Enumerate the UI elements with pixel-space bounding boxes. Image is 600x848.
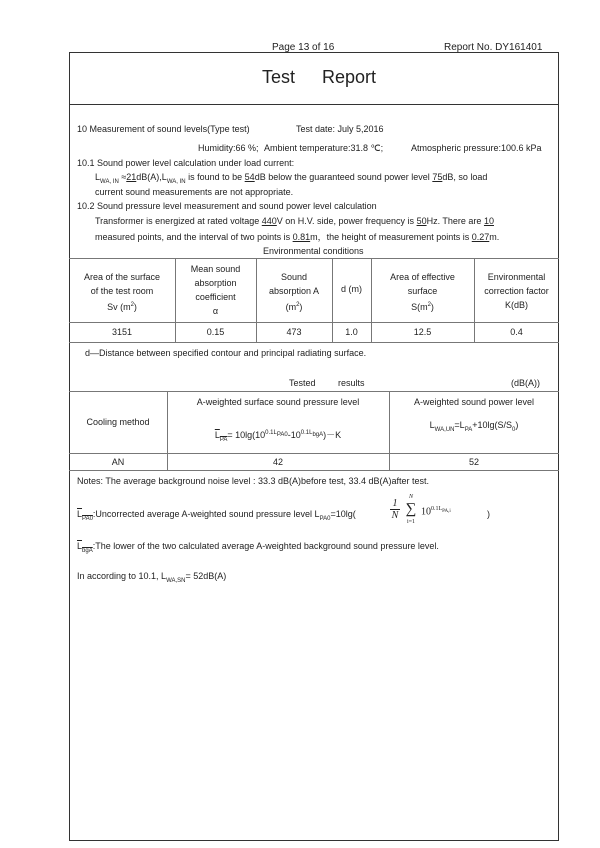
note-according-10-1: In according to 10.1, $L_{WA,SN}= 52dB(A)$ (77, 571, 227, 584)
pressure-formula: $\overline{L}_{\overline{PA}}= 10\lg(10^{0.1L_{PA0}}-10^{0.1L_{bgA}})-K$ (214, 430, 342, 443)
env-header-effective-surface: Area of effective surface $S(m^2)$ (390, 272, 455, 312)
section-10-1-heading: 10.1 Sound power level calculation under load current: (77, 158, 295, 168)
results-label: results (338, 378, 365, 388)
summation: N ∑ i=1 (405, 494, 417, 525)
report-number: Report No. DY161401 (444, 42, 543, 53)
section-10-2-heading: 10.2 Sound pressure level measurement and sound power level calculation (77, 201, 377, 211)
env-value-s: 12.5 (413, 327, 432, 337)
section-10-heading: 10 Measurement of sound levels(Type test) (77, 124, 250, 134)
report-title-report: Report (322, 67, 377, 87)
power-term: $10^{0.1L_{PA,i}}$ (421, 506, 451, 518)
env-value-d: 1.0 (345, 327, 358, 337)
environmental-conditions-caption: Environmental conditions (263, 246, 364, 256)
atmospheric-pressure: Atmospheric pressure:100.6 kPa (411, 143, 542, 153)
results-table-mid (69, 453, 559, 454)
report-title-test: Test (262, 67, 296, 87)
fraction-one-over-n: 1 N (391, 498, 399, 521)
note-background-level: $\overline{L}_{\overline{bgA}}:The$ lower of the two calculated average A-weighted background sound pressure level. (77, 541, 439, 554)
results-value-pressure: 42 (272, 457, 283, 467)
distance-note: d—Distance between specified contour and principal radiating surface. (85, 348, 367, 358)
page-number: Page 13 of 16 (272, 42, 335, 53)
env-header-correction-factor: Environmental correction factor K(dB) (484, 272, 549, 310)
power-formula: $L_{WA,UN}=L_{PA}+10\lg(S/S_0)$ (429, 420, 519, 433)
results-header-cooling-method: Cooling method (86, 417, 150, 427)
env-value-k: 0.4 (510, 327, 523, 337)
env-value-absorption: 473 (286, 327, 302, 337)
env-table-bottom (69, 342, 559, 343)
humidity: Humidity:66 %; (198, 143, 259, 153)
env-header-area-room: Area of the surface of the test room Sv $(m^2)$ (83, 272, 161, 312)
section-10-2-line2: measured points, and the interval of two points is 0.81m，the height of measurement points is 0.27m. (95, 232, 500, 242)
env-table-top (69, 258, 559, 259)
results-value-power: 52 (468, 457, 479, 467)
test-date: Test date: July 5,2016 (296, 124, 384, 134)
env-value-sv: 3151 (111, 327, 133, 337)
results-value-method: AN (111, 457, 125, 467)
ambient-temperature: Ambient temperature:31.8 ℃; (264, 143, 384, 153)
results-header-power-level: A-weighted sound power level (413, 397, 535, 407)
section-10-1-line2: current sound measurements are not appropriate. (95, 187, 294, 197)
note-background-noise: Notes: The average background noise level : 33.3 dB(A)before test, 33.4 dB(A)after test. (77, 476, 430, 486)
page-frame (69, 52, 559, 841)
env-header-sound-absorption: Sound absorption A $(m^2)$ (268, 272, 320, 312)
env-header-distance: d (m) (341, 284, 362, 294)
section-10-2-line1: Transformer is energized at rated voltage 440V on H.V. side, power frequency is 50Hz. There are 10 (95, 216, 494, 226)
results-table-bottom (69, 470, 559, 471)
title-rule (69, 104, 559, 105)
env-header-mean-absorption: Mean sound absorption coefficient α (190, 264, 241, 316)
note-close-paren: ) (487, 509, 490, 519)
env-value-alpha: 0.15 (206, 327, 225, 337)
section-10-1-line1: $L_{WA, IN} \approx 21dB(A),L_{WA, IN}$ is found to be 54dB below the guaranteed sound power level 75dB, so load (95, 172, 488, 185)
note-uncorrected-level: $\overline{L}_{PA0}:Uncorrected$ average A-weighted sound pressure level $L_{PA0}=10\lg$( (77, 509, 356, 522)
results-table-top (69, 391, 559, 392)
results-header-pressure-level: A-weighted surface sound pressure level (196, 397, 360, 407)
results-unit: (dB(A)) (511, 378, 540, 388)
env-table-mid (69, 322, 559, 323)
tested-label: Tested (289, 378, 316, 388)
